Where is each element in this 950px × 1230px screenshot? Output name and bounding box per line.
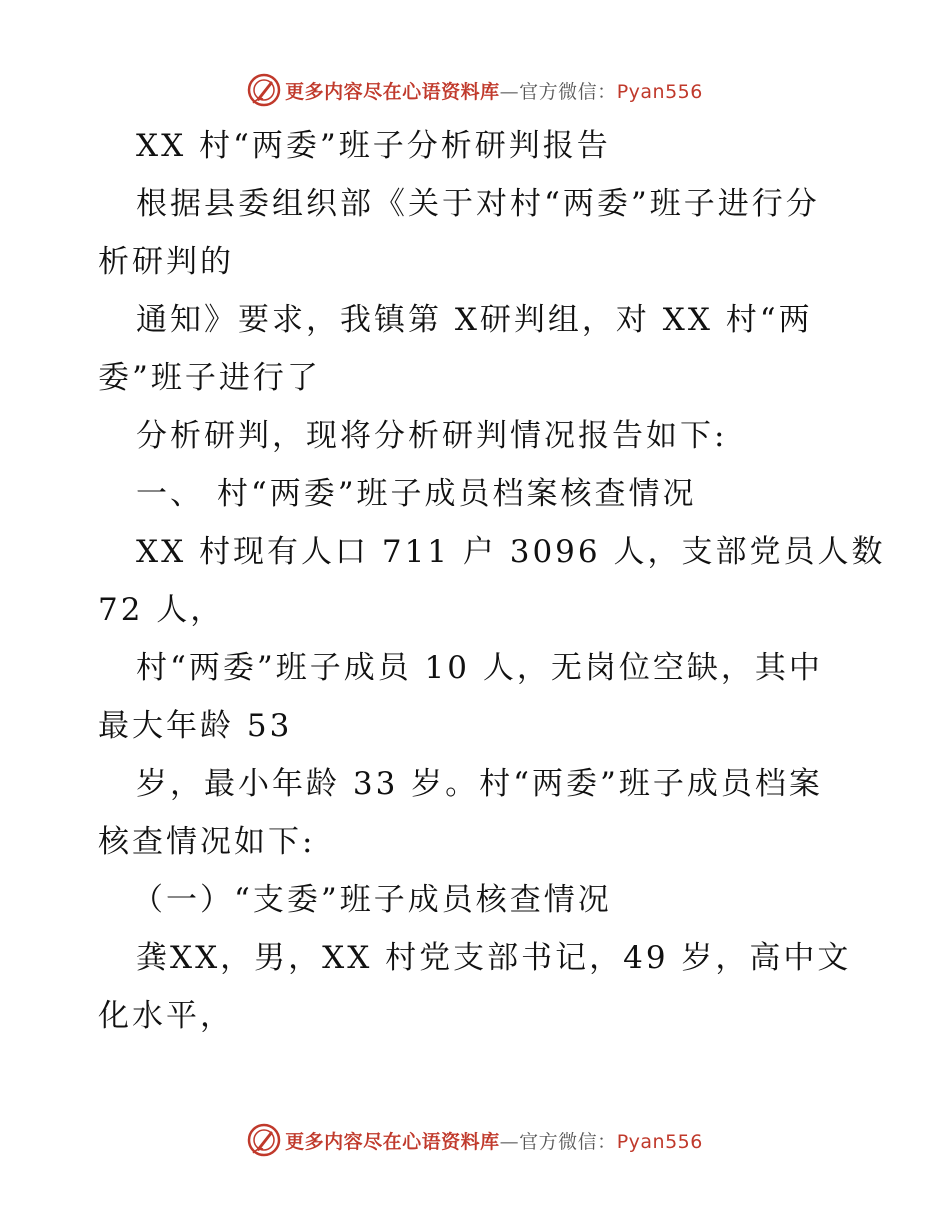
paragraph-line: 72 人， [98, 592, 225, 628]
paragraph-line: 岁，最小年龄 33 岁。村“两委”班子成员档案 [136, 766, 823, 802]
paragraph-line: 最大年龄 53 [98, 708, 293, 744]
banner-wechat-label: 官方微信： [519, 1130, 617, 1153]
document-title: XX 村“两委”班子分析研判报告 [136, 128, 611, 164]
banner-wechat-label: 官方微信： [519, 80, 617, 103]
footer-watermark-banner [0, 1120, 950, 1160]
paragraph-line: 化水平， [98, 998, 234, 1034]
paragraph-line: 村“两委”班子成员 10 人，无岗位空缺，其中 [136, 650, 823, 686]
quill-logo-icon [247, 73, 281, 107]
banner-text [285, 77, 703, 104]
banner-wechat-id: Pyan556 [616, 1130, 703, 1153]
banner-text [285, 1127, 703, 1154]
header-watermark-banner [0, 70, 950, 110]
banner-dash: — [499, 1130, 520, 1153]
document-body [98, 117, 886, 1045]
paragraph-line: 通知》要求，我镇第 X研判组，对 XX 村“两 [136, 302, 813, 338]
paragraph-line: XX 村现有人口 711 户 3096 人，支部党员人数 [136, 534, 886, 570]
subsection-heading: （一）“支委”班子成员核查情况 [132, 882, 612, 918]
paragraph-line: 核查情况如下: [98, 824, 316, 860]
quill-logo-icon [247, 1123, 281, 1157]
paragraph-line: 分析研判，现将分析研判情况报告如下: [136, 418, 728, 454]
banner-site-text: 更多内容尽在心语资料库 [285, 80, 500, 103]
section-heading: 一、 村“两委”班子成员档案核查情况 [136, 476, 697, 512]
paragraph-line: 龚XX，男，XX 村党支部书记，49 岁，高中文 [136, 940, 852, 976]
paragraph-line: 委”班子进行了 [98, 360, 321, 396]
banner-wechat-id: Pyan556 [616, 80, 703, 103]
paragraph-line: 根据县委组织部《关于对村“两委”班子进行分 [136, 186, 820, 222]
banner-site-text: 更多内容尽在心语资料库 [285, 1130, 500, 1153]
paragraph-line: 析研判的 [98, 244, 234, 280]
banner-dash: — [499, 80, 520, 103]
